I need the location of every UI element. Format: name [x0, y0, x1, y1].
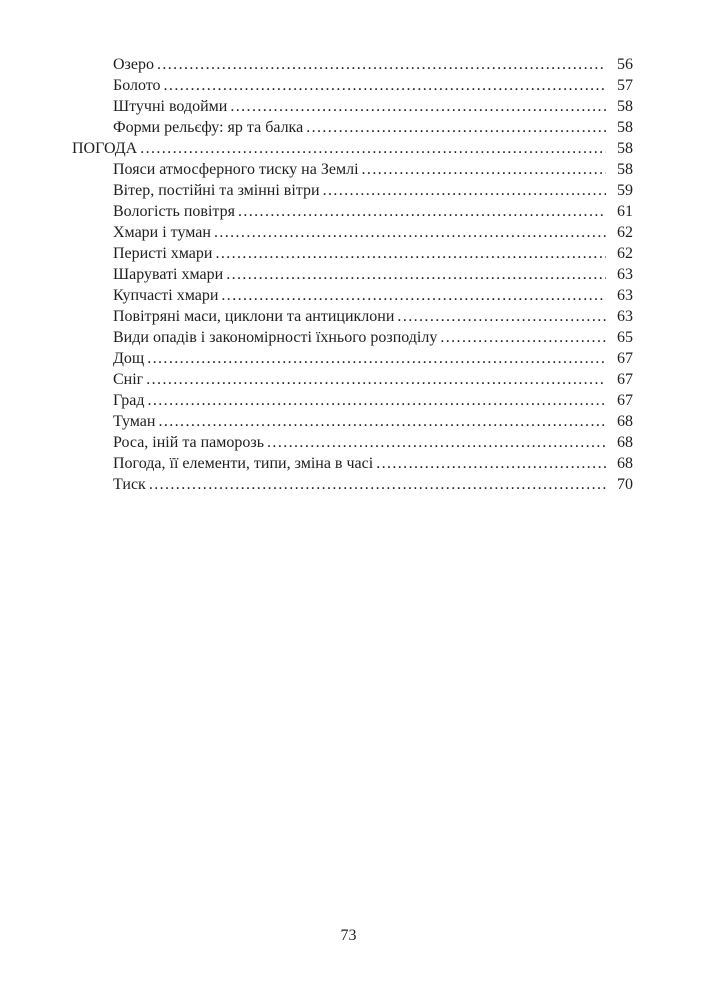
toc-dot-leader	[221, 285, 606, 306]
toc-entry-page: 63	[617, 266, 633, 283]
toc-entry-page: 63	[617, 287, 633, 304]
toc-dot-leader	[147, 390, 606, 411]
toc-entry-label: Вітер, постійні та змінні вітри	[113, 182, 320, 199]
toc-entry-page: 57	[617, 77, 633, 94]
toc-dot-leader	[323, 180, 606, 201]
toc-dot-leader	[140, 138, 606, 159]
toc-dot-leader	[164, 75, 606, 96]
toc-entry-page: 68	[617, 455, 633, 472]
toc-entry	[72, 327, 633, 348]
toc-entry	[72, 159, 633, 180]
toc-entry	[72, 390, 633, 411]
toc-dot-leader	[238, 201, 606, 222]
toc-dot-leader	[146, 369, 606, 390]
toc-entry	[72, 75, 633, 96]
toc-entry	[72, 411, 633, 432]
toc-entry	[72, 285, 633, 306]
toc-entry-page: 65	[617, 329, 633, 346]
toc-entry-label: Перисті хмари	[113, 245, 213, 262]
toc-dot-leader	[267, 432, 606, 453]
toc-dot-leader	[306, 117, 606, 138]
footer-page-number: 73	[340, 927, 357, 944]
toc-entry	[72, 369, 633, 390]
toc-dot-leader	[215, 243, 606, 264]
toc-entry-page: 67	[617, 371, 633, 388]
toc-entry-page: 59	[617, 182, 633, 199]
toc-entry-label: Дощ	[113, 350, 145, 367]
toc-entry	[72, 348, 633, 369]
toc-entry-label: Форми рельєфу: яр та балка	[113, 119, 304, 136]
toc-entry-label: Шаруваті хмари	[113, 266, 224, 283]
toc-dot-leader	[376, 453, 606, 474]
toc-entry-label: Болото	[113, 77, 161, 94]
toc-entry-label: Озеро	[113, 56, 154, 73]
toc-entry-label: Хмари і туман	[113, 224, 211, 241]
toc-entry-page: 58	[617, 161, 633, 178]
toc-entry	[72, 180, 633, 201]
toc-entry-label: Штучні водойми	[113, 98, 228, 115]
toc-entry	[72, 117, 633, 138]
toc-entry-page: 67	[617, 350, 633, 367]
toc-entry-page: 61	[617, 203, 633, 220]
toc-entry-label: Повітряні маси, циклони та антициклони	[113, 308, 395, 325]
toc-entry-label: Купчасті хмари	[113, 287, 219, 304]
toc-entry-page: 62	[617, 245, 633, 262]
toc-entry-label: Види опадів і закономірності їхнього розподілу	[113, 329, 438, 346]
toc-entry	[72, 306, 633, 327]
toc-entry-page: 62	[617, 224, 633, 241]
toc-entry-page: 67	[617, 392, 633, 409]
toc-entry	[72, 54, 633, 75]
toc-dot-leader	[226, 264, 606, 285]
toc-dot-leader	[149, 474, 606, 495]
toc-entry-page: 58	[617, 119, 633, 136]
toc-dot-leader	[157, 54, 606, 75]
toc-entry-page: 63	[617, 308, 633, 325]
toc-entry	[72, 453, 633, 474]
toc-list	[72, 54, 633, 495]
toc-entry-label: Роса, іній та паморозь	[113, 434, 265, 451]
toc-entry	[72, 222, 633, 243]
toc-entry-page: 68	[617, 413, 633, 430]
toc-entry	[72, 138, 633, 159]
toc-dot-leader	[230, 96, 606, 117]
toc-dot-leader	[397, 306, 606, 327]
toc-entry-label: Туман	[113, 413, 156, 430]
toc-dot-leader	[440, 327, 606, 348]
toc-entry-page: 56	[617, 56, 633, 73]
toc-entry	[72, 96, 633, 117]
toc-entry-label: Град	[113, 392, 145, 409]
toc-entry-label: Погода, її елементи, типи, зміна в часі	[113, 455, 374, 472]
toc-dot-leader	[158, 411, 606, 432]
toc-entry	[72, 432, 633, 453]
toc-entry-label: Сніг	[113, 371, 144, 388]
toc-entry-label: Пояси атмосферного тиску на Землі	[113, 161, 359, 178]
toc-entry-page: 58	[617, 98, 633, 115]
toc-entry-label: ПОГОДА	[72, 140, 138, 157]
toc-entry	[72, 243, 633, 264]
toc-entry-page: 58	[617, 140, 633, 157]
toc-dot-leader	[214, 222, 606, 243]
toc-entry	[72, 264, 633, 285]
toc-entry-label: Вологість повітря	[113, 203, 235, 220]
toc-dot-leader	[147, 348, 606, 369]
toc-entry	[72, 201, 633, 222]
toc-dot-leader	[362, 159, 606, 180]
toc-entry-page: 68	[617, 434, 633, 451]
toc-entry-page: 70	[617, 476, 633, 493]
toc-entry-label: Тиск	[113, 476, 146, 493]
toc-entry	[72, 474, 633, 495]
